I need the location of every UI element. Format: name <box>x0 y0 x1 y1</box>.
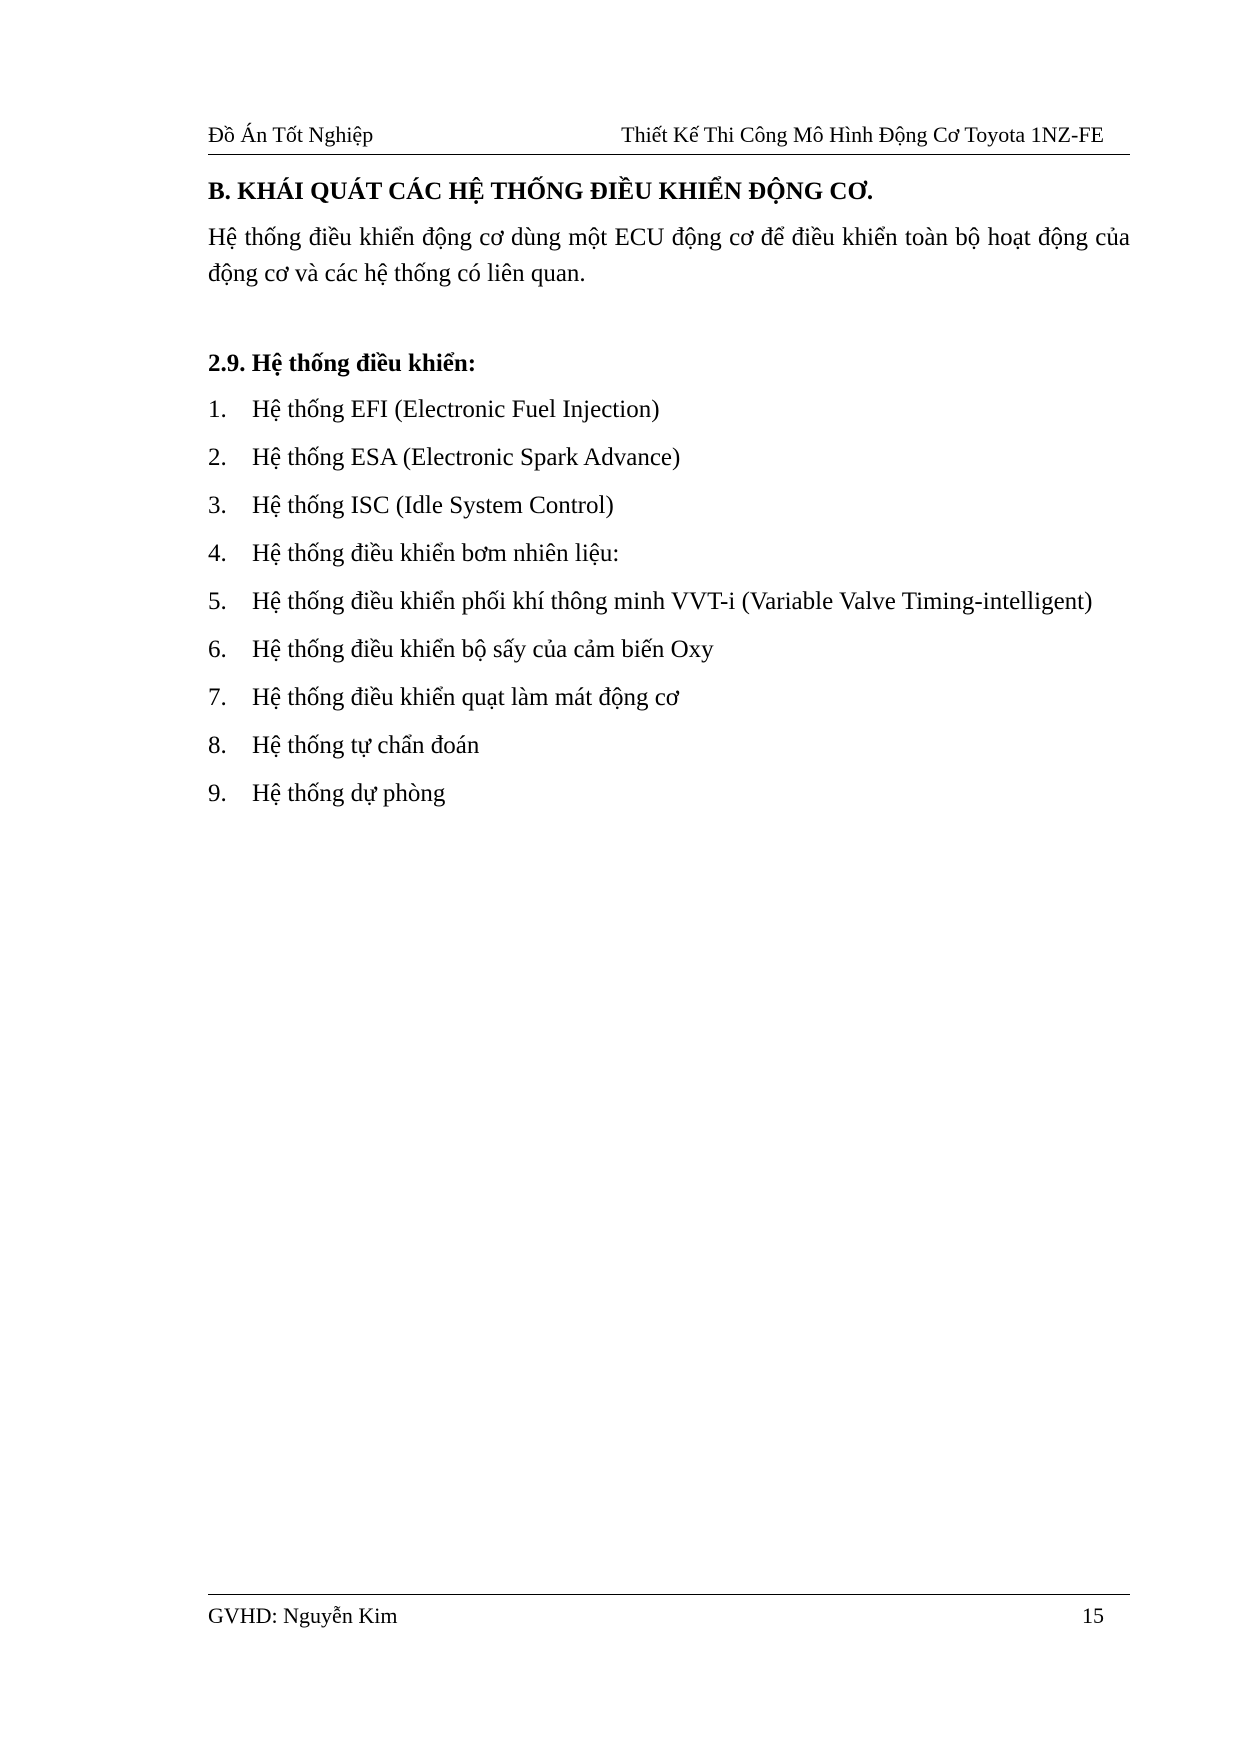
list-item-text: Hệ thống điều khiển bộ sấy của cảm biến Oxy <box>252 636 714 663</box>
list-item <box>208 632 1130 668</box>
page-header <box>208 114 1130 155</box>
list-item-text: Hệ thống EFI (Electronic Fuel Injection) <box>252 396 660 423</box>
list-item-text: Hệ thống dự phòng <box>252 780 446 807</box>
intro-paragraph: Hệ thống điều khiển động cơ dùng một ECU động cơ để điều khiển toàn bộ hoạt động của động cơ và các hệ thống có liên quan. <box>208 224 1130 287</box>
list-item <box>208 536 1130 572</box>
list-item-text: Hệ thống tự chẩn đoán <box>252 732 480 759</box>
list-item-text: Hệ thống điều khiển bơm nhiên liệu: <box>252 540 620 567</box>
list-item-text: Hệ thống ISC (Idle System Control) <box>252 492 614 519</box>
list-item-text: Hệ thống ESA (Electronic Spark Advance) <box>252 444 681 471</box>
control-systems-list <box>208 392 1130 812</box>
list-item-number: 7. <box>208 684 227 711</box>
list-item <box>208 728 1130 764</box>
page-number: 15 <box>1082 1603 1104 1628</box>
header-document-type: Đồ Án Tốt Nghiệp <box>208 122 374 147</box>
list-item <box>208 488 1130 524</box>
list-item-number: 8. <box>208 732 227 759</box>
header-document-title: Thiết Kế Thi Công Mô Hình Động Cơ Toyota 1NZ-FE <box>621 122 1104 147</box>
list-item <box>208 440 1130 476</box>
list-item-number: 2. <box>208 444 227 471</box>
list-item-text: Hệ thống điều khiển quạt làm mát động cơ <box>252 684 680 711</box>
list-item-number: 9. <box>208 780 227 807</box>
list-item <box>208 680 1130 716</box>
list-item-number: 6. <box>208 636 227 663</box>
footer-advisor: GVHD: Nguyễn Kim <box>208 1603 398 1628</box>
page-content <box>208 174 1130 824</box>
subsection-heading: 2.9. Hệ thống điều khiển: <box>208 350 477 377</box>
list-item-number: 5. <box>208 588 227 615</box>
list-item <box>208 392 1130 428</box>
list-item <box>208 776 1130 812</box>
list-item-number: 1. <box>208 396 227 423</box>
list-item-number: 3. <box>208 492 227 519</box>
list-item <box>208 584 1130 620</box>
page-footer <box>208 1594 1130 1635</box>
section-heading: B. KHÁI QUÁT CÁC HỆ THỐNG ĐIỀU KHIỂN ĐỘNG CƠ. <box>208 178 874 205</box>
list-item-number: 4. <box>208 540 227 567</box>
list-item-text: Hệ thống điều khiển phối khí thông minh VVT-i (Variable Valve Timing-intelligent) <box>252 588 1093 615</box>
